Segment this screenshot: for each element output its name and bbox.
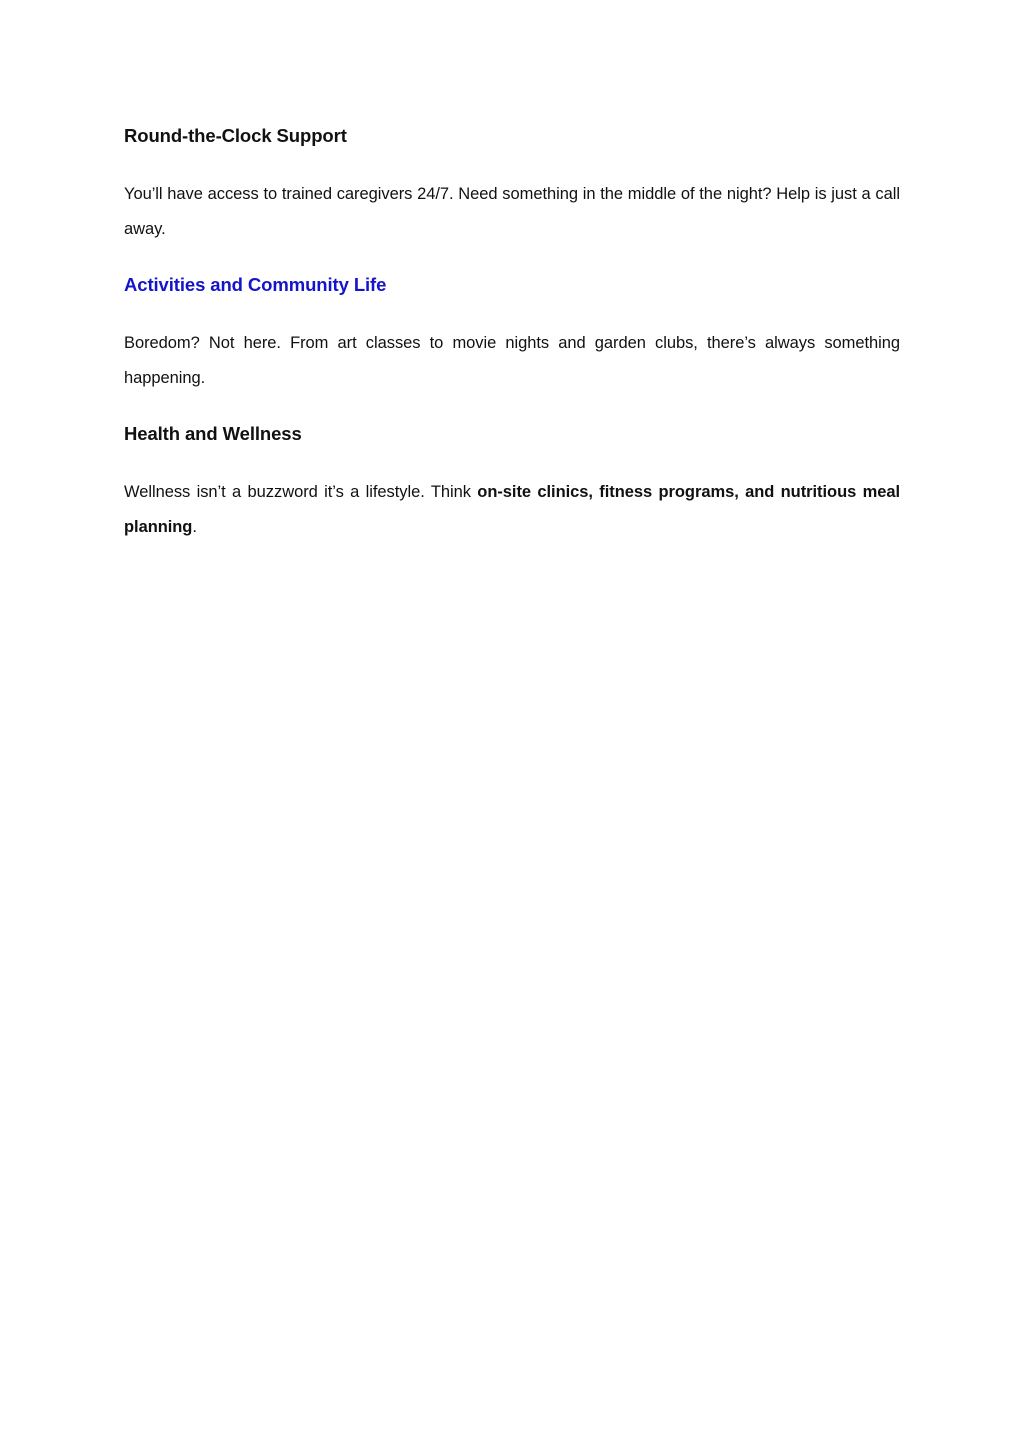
section-body-support: You’ll have access to trained caregivers 24/7. Need something in the middle of the night? Help is just a call away.: [124, 185, 900, 238]
wellness-body-prefix: Wellness isn’t a buzzword it’s a lifestyle. Think: [124, 483, 478, 501]
section-heading-support: Round-the-Clock Support: [124, 125, 347, 146]
section-heading-activities: Activities and Community Life: [124, 274, 387, 295]
section-body-activities: Boredom? Not here. From art classes to movie nights and garden clubs, there’s always something happening.: [124, 334, 900, 387]
section-heading-wellness: Health and Wellness: [124, 423, 302, 444]
wellness-body-suffix: .: [192, 518, 197, 536]
wellness-body-bold: on-site clinics, fitness programs, and nutritious meal planning: [124, 483, 900, 536]
section-body-wellness: [124, 475, 900, 545]
document-content: [124, 120, 900, 545]
